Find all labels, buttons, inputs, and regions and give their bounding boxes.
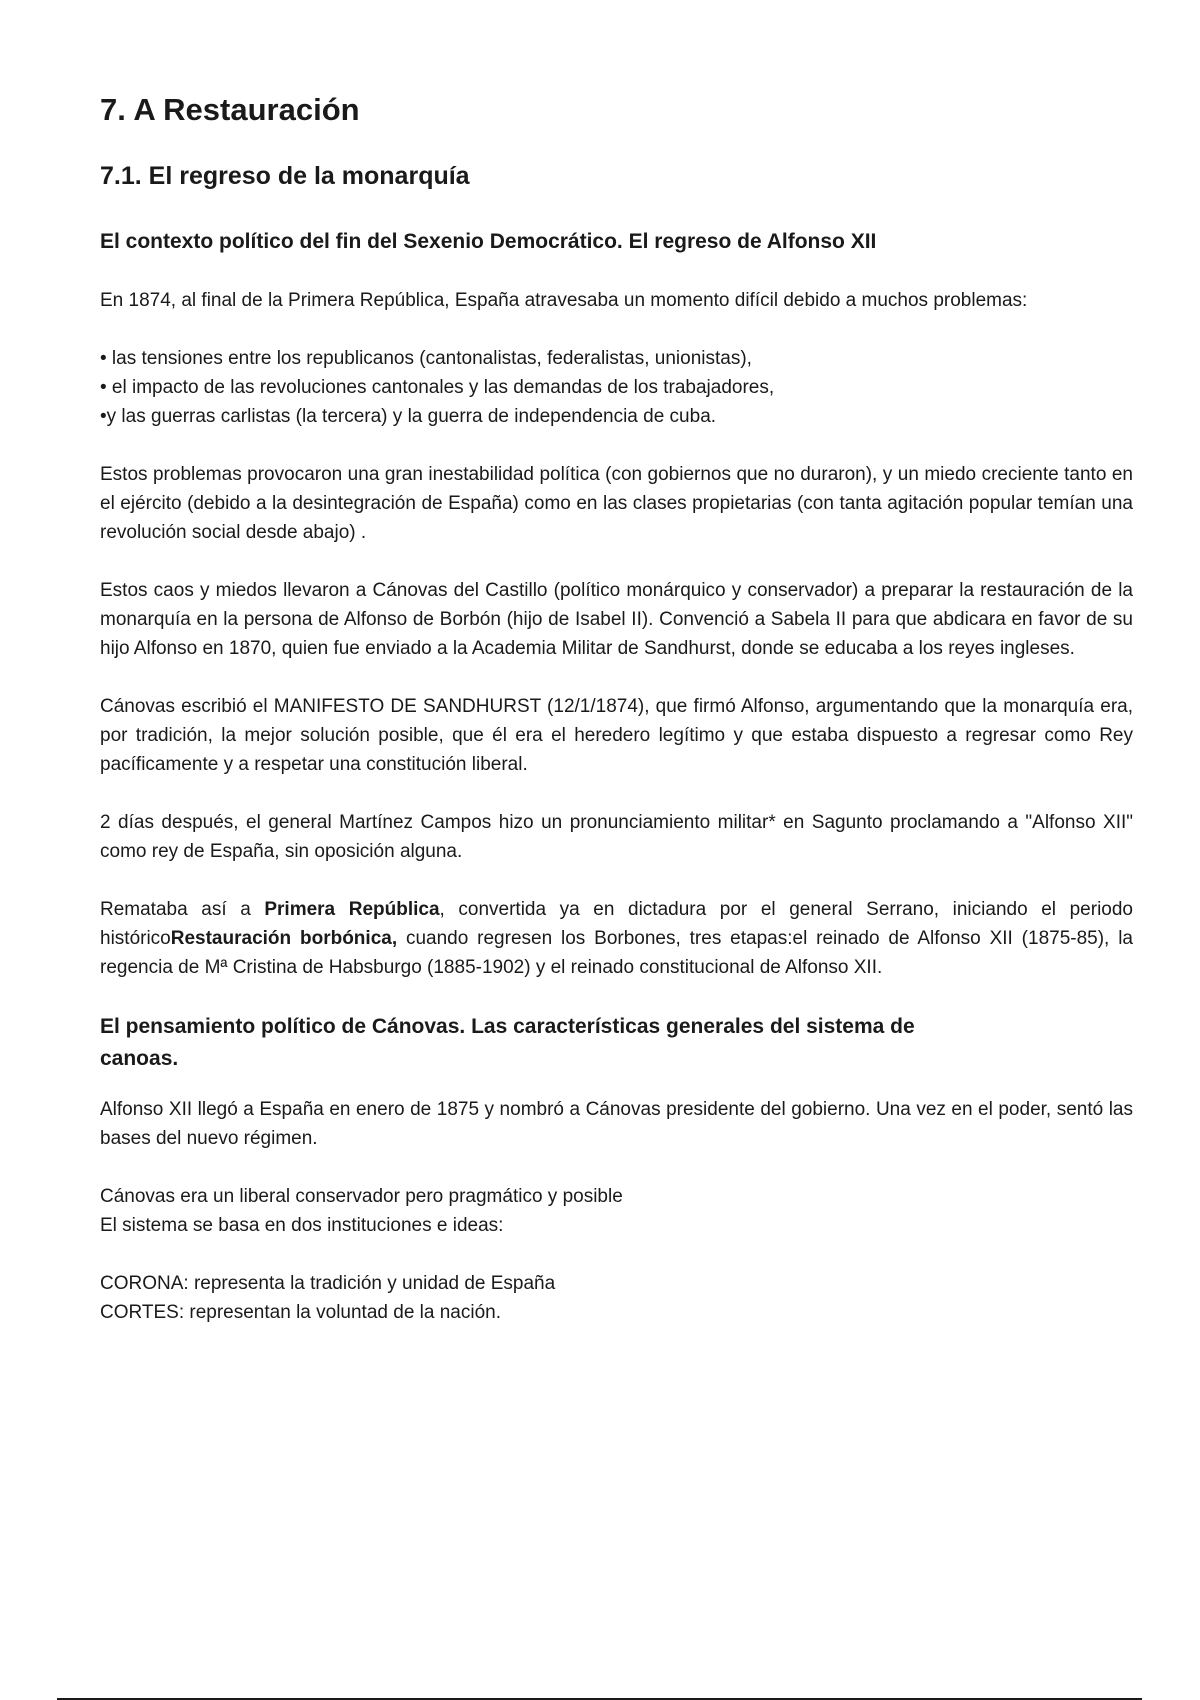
paragraph-liberal [100, 1182, 1133, 1240]
bullet-list [100, 344, 1133, 431]
paragraph-final [100, 895, 1133, 982]
text-run: cuando regresen los Borbones, tres etapas:el reinado de Alfonso XII (1875-85), la regencia de Mª Cristina de Habsburgo (1885-1902) y el reinado constitucional de Alfonso XII. [100, 928, 1133, 978]
paragraph-sagunto: 2 días después, el general Martínez Campos hizo un pronunciamiento militar* en Sagunto proclamando a "Alfonso XII" como rey de España, sin oposición alguna. [100, 812, 1133, 862]
paragraph-intro: En 1874, al final de la Primera República, España atravesaba un momento difícil debido a muchos problemas: [100, 290, 1028, 311]
paragraph-arrival: Alfonso XII llegó a España en enero de 1875 y nombró a Cánovas presidente del gobierno. Una vez en el poder, sentó las bases del nuevo régimen. [100, 1099, 1133, 1149]
heading-line: El pensamiento político de Cánovas. Las características generales del sistema de [100, 1015, 915, 1038]
list-item: •y las guerras carlistas (la tercera) y la guerra de independencia de cuba. [100, 406, 717, 427]
text-run: Remataba así a [100, 899, 265, 920]
heading-line: canoas. [100, 1047, 179, 1070]
document-page [100, 90, 1133, 1356]
list-item: • el impacto de las revoluciones cantonales y las demandas de los trabajadores, [100, 377, 775, 398]
section-heading-context: El contexto político del fin del Sexenio Democrático. El regreso de Alfonso XII [100, 230, 877, 253]
paragraph-manifesto: Cánovas escribió el MANIFESTO DE SANDHURST (12/1/1874), que firmó Alfonso, argumentando que la monarquía era, por tradición, la mejor solución posible, que él era el heredero legítimo y que estaba dispuesto a regresar como Rey pacíficamente y a respetar una constitución liberal. [100, 696, 1133, 775]
text-line: Cánovas era un liberal conservador pero pragmático y posible [100, 1186, 623, 1207]
paragraph-problems: Estos problemas provocaron una gran inestabilidad política (con gobiernos que no duraron), y un miedo creciente tanto en el ejército (debido a la desintegración de España) como en las clases propietarias (con tanta agitación popular temían una revolución social desde abajo) . [100, 464, 1133, 543]
text-line: El sistema se basa en dos instituciones e ideas: [100, 1215, 504, 1236]
page-title: 7. A Restauración [100, 92, 360, 127]
section-heading-pensamiento [100, 1011, 1133, 1075]
cortes-line: CORTES: representan la voluntad de la nación. [100, 1302, 501, 1323]
list-item: • las tensiones entre los republicanos (cantonalistas, federalistas, unionistas), [100, 348, 752, 369]
section-subtitle: 7.1. El regreso de la monarquía [100, 162, 470, 190]
bold-primera-republica: Primera República [264, 899, 440, 920]
paragraph-canovas: Estos caos y miedos llevaron a Cánovas del Castillo (político monárquico y conservador) a preparar la restauración de la monarquía en la persona de Alfonso de Borbón (hijo de Isabel II). Convenció a Sabela II para que abdicara en favor de su hijo Alfonso en 1870, quien fue enviado a la Academia Militar de Sandhurst, donde se educaba a los reyes ingleses. [100, 580, 1133, 659]
paragraph-institutions [100, 1269, 1133, 1327]
text-run: , convertida ya en dictadura por el general Serrano, iniciando el periodo histórico [100, 899, 1133, 949]
bold-restauracion: Restauración borbónica, [170, 928, 398, 949]
corona-line: CORONA: representa la tradición y unidad de España [100, 1273, 556, 1294]
